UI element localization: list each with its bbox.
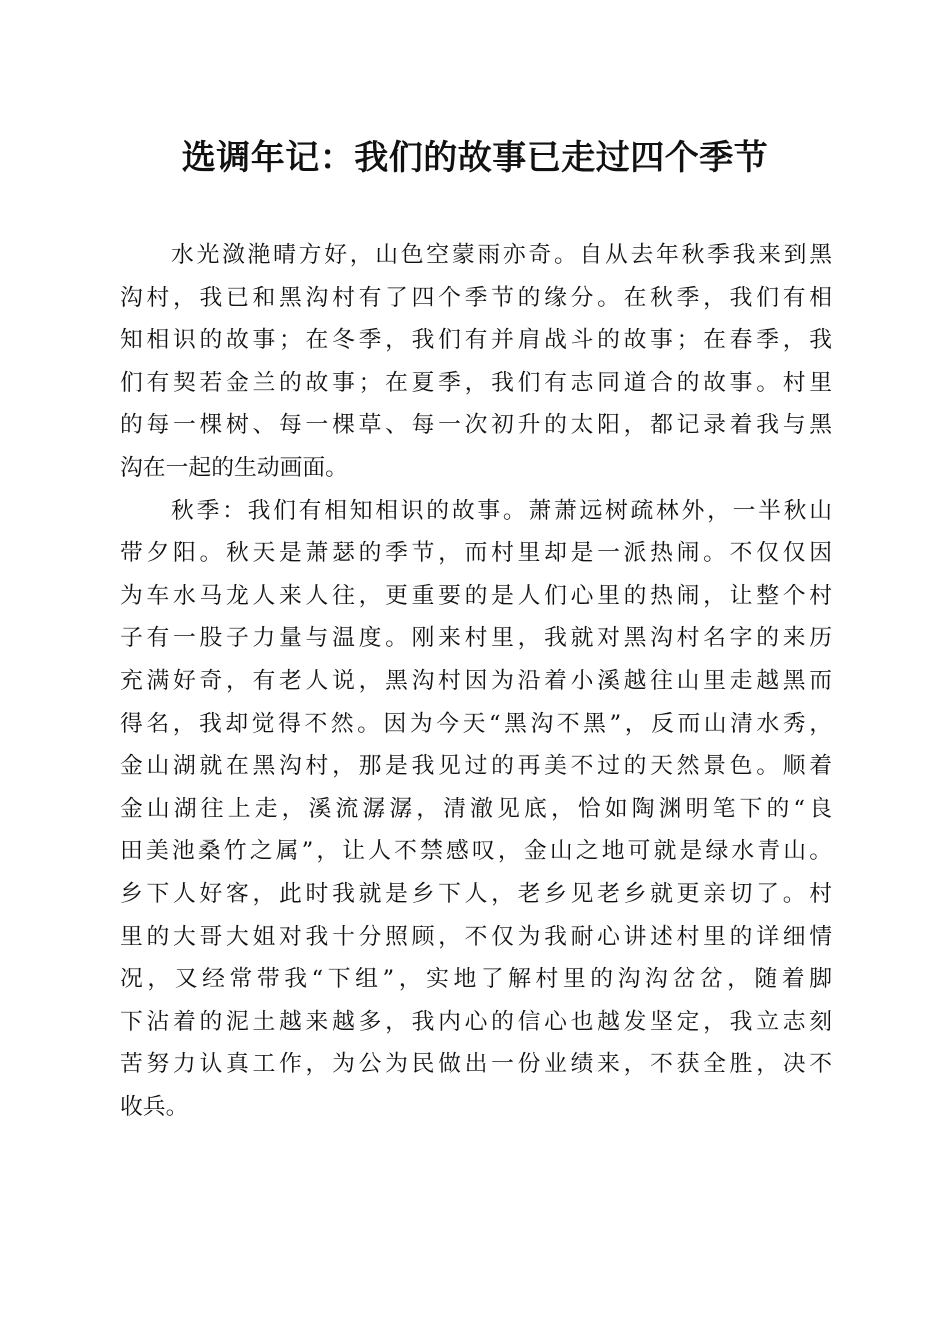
text-line: 带夕阳。秋天是萧瑟的季节，而村里却是一派热闹。不仅仅因 [120,540,832,567]
text-line: 水光潋滟晴方好，山色空蒙雨亦奇。自从去年秋季我来到黑 [120,242,832,268]
text-line: 里的大哥大姐对我十分照顾，不仅为我耐心讲述村里的详细情 [120,923,832,950]
paragraph-intro [120,234,832,490]
paragraph-autumn [120,490,832,1129]
document-title: 选调年记：我们的故事已走过四个季节 [181,138,769,178]
text-line: 知相识的故事；在冬季，我们有并肩战斗的故事；在春季，我 [120,327,832,354]
text-line: 乡下人好客，此时我就是乡下人，老乡见老乡就更亲切了。村 [120,880,832,907]
text-line: 田美池桑竹之属”，让人不禁感叹，金山之地可就是绿水青山。 [120,838,832,865]
text-line: 充满好奇，有老人说，黑沟村因为沿着小溪越往山里走越黑而 [120,667,832,694]
text-line: 的每一棵树、每一棵草、每一次初升的太阳，都记录着我与黑 [120,412,832,439]
text-line: 得名，我却觉得不然。因为今天“黑沟不黑”，反而山清水秀， [120,710,832,737]
text-line: 下沾着的泥土越来越多，我内心的信心也越发坚定，我立志刻 [120,1008,832,1035]
text-line: 金山湖往上走，溪流潺潺，清澈见底，恰如陶渊明笔下的“良 [120,795,832,822]
document-body [120,234,832,1128]
text-line: 沟村，我已和黑沟村有了四个季节的缘分。在秋季，我们有相 [120,284,832,311]
text-line: 收兵。 [120,1093,189,1120]
text-line: 苦努力认真工作，为公为民做出一份业绩来，不获全胜，决不 [120,1051,832,1078]
text-line: 沟在一起的生动画面。 [120,454,348,481]
text-line: 子有一股子力量与温度。刚来村里，我就对黑沟村名字的来历 [120,625,832,652]
text-line: 秋季：我们有相知相识的故事。萧萧远树疏林外，一半秋山 [120,497,832,524]
text-line: 况，又经常带我“下组”，实地了解村里的沟沟岔岔，随着脚 [120,966,832,993]
text-line: 金山湖就在黑沟村，那是我见过的再美不过的天然景色。顺着 [120,753,832,780]
text-line: 们有契若金兰的故事；在夏季，我们有志同道合的故事。村里 [120,369,832,396]
text-line: 为车水马龙人来人往，更重要的是人们心里的热闹，让整个村 [120,582,832,609]
